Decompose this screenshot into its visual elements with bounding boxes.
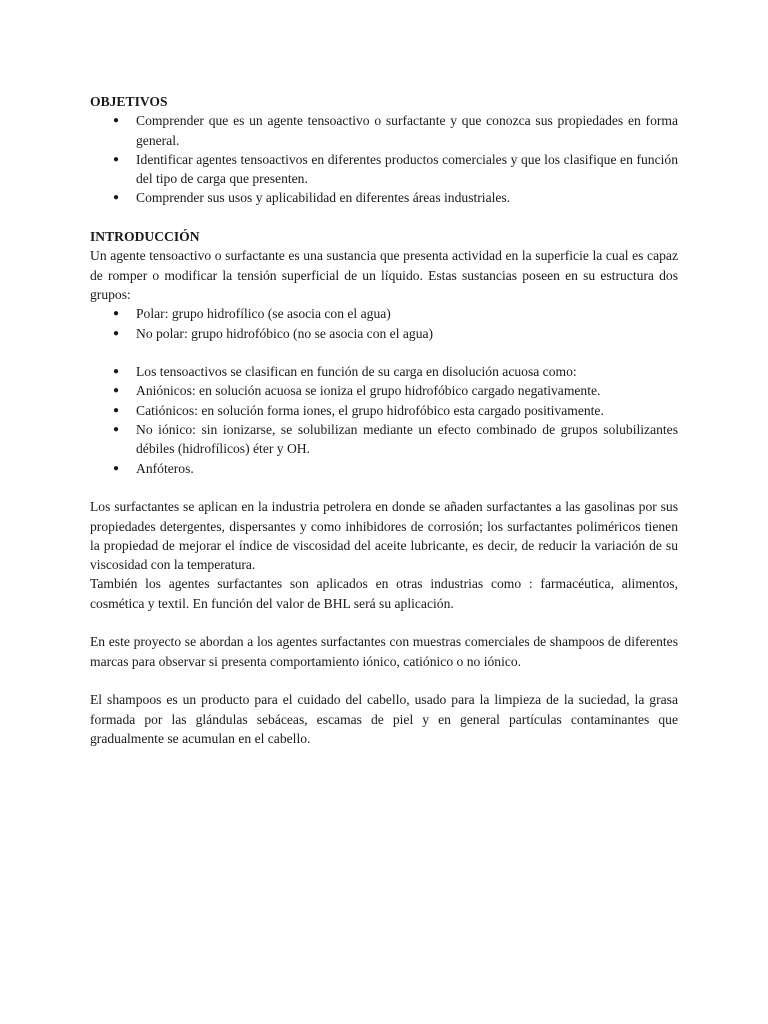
classification-list bbox=[90, 362, 678, 478]
project-paragraph: En este proyecto se abordan a los agentes surfactantes con muestras comerciales de shampoos de diferentes marcas para observar si presenta comportamiento iónico, catiónico o no iónico. bbox=[90, 634, 678, 669]
bullet-icon: ● bbox=[113, 327, 120, 339]
applications-paragraph: Los surfactantes se aplican en la industria petrolera en donde se añaden surfactantes a las gasolinas por sus propiedades detergentes, dispersantes y como inhibidores de corrosión; los surfactantes poliméricos tienen la propiedad de mejorar el índice de viscosidad del aceite lubricante, es decir, de reducir la variación de su viscosidad con la temperatura. bbox=[90, 499, 678, 573]
document-page bbox=[90, 92, 678, 748]
shampoo-paragraph: El shampoos es un producto para el cuidado del cabello, usado para la limpieza de la suciedad, la grasa formada por las glándulas sebáceas, escamas de piel y en general partículas contaminantes que gradualmente se acumulan en el cabello. bbox=[90, 692, 678, 746]
introduccion-heading: INTRODUCCIÓN bbox=[90, 229, 200, 245]
list-item-text: Identificar agentes tensoactivos en diferentes productos comerciales y que los clasifique en función del tipo de carga que presenten. bbox=[136, 151, 678, 187]
industries-paragraph: También los agentes surfactantes son aplicados en otras industrias como : farmacéutica, alimentos, cosmética y textil. En función del valor de BHL será su aplicación. bbox=[90, 576, 678, 611]
list-item-text: Catiónicos: en solución forma iones, el grupo hidrofóbico esta cargado positivamente. bbox=[136, 402, 604, 418]
bullet-icon: ● bbox=[113, 404, 120, 416]
bullet-icon: ● bbox=[113, 462, 120, 474]
list-item bbox=[90, 111, 678, 150]
spacer bbox=[90, 343, 678, 362]
spacer bbox=[90, 671, 678, 690]
list-item bbox=[90, 381, 678, 400]
list-item-text: Los tensoactivos se clasifican en función de su carga en disolución acuosa como: bbox=[136, 364, 577, 380]
objetivos-heading: OBJETIVOS bbox=[90, 94, 168, 109]
list-item-text: Anfóteros. bbox=[136, 460, 194, 476]
spacer bbox=[90, 613, 678, 632]
list-item-text: No polar: grupo hidrofóbico (no se asocia con el agua) bbox=[136, 325, 434, 341]
list-item bbox=[90, 324, 678, 343]
bullet-icon: ● bbox=[113, 424, 120, 436]
list-item bbox=[90, 188, 678, 207]
list-item bbox=[90, 304, 678, 323]
list-item bbox=[90, 459, 678, 478]
spacer bbox=[90, 208, 678, 227]
bullet-icon: ● bbox=[113, 153, 120, 165]
list-item bbox=[90, 362, 678, 381]
bullet-icon: ● bbox=[113, 308, 120, 320]
objetivos-list bbox=[90, 111, 678, 207]
list-item bbox=[90, 420, 678, 459]
groups-list bbox=[90, 304, 678, 343]
list-item-text: No iónico: sin ionizarse, se solubilizan mediante un efecto combinado de grupos solubilizantes débiles (hidrofílicos) éter y OH. bbox=[136, 422, 678, 457]
list-item bbox=[90, 150, 678, 189]
spacer bbox=[90, 478, 678, 497]
list-item-text: Polar: grupo hidrofílico (se asocia con el agua) bbox=[136, 306, 391, 322]
intro-paragraph: Un agente tensoactivo o surfactante es una sustancia que presenta actividad en la superficie la cual es capaz de romper o modificar la tensión superficial de un líquido. Estas sustancias poseen en su estructura dos grupos: bbox=[90, 248, 678, 302]
list-item-text: Aniónicos: en solución acuosa se ioniza el grupo hidrofóbico cargado negativamente. bbox=[136, 383, 601, 399]
bullet-icon: ● bbox=[113, 115, 120, 127]
list-item-text: Comprender sus usos y aplicabilidad en diferentes áreas industriales. bbox=[136, 190, 511, 206]
bullet-icon: ● bbox=[113, 366, 120, 378]
bullet-icon: ● bbox=[113, 385, 120, 397]
list-item-text: Comprender que es un agente tensoactivo o surfactante y que conozca sus propiedades en forma general. bbox=[136, 113, 678, 148]
bullet-icon: ● bbox=[113, 192, 120, 204]
list-item bbox=[90, 401, 678, 420]
